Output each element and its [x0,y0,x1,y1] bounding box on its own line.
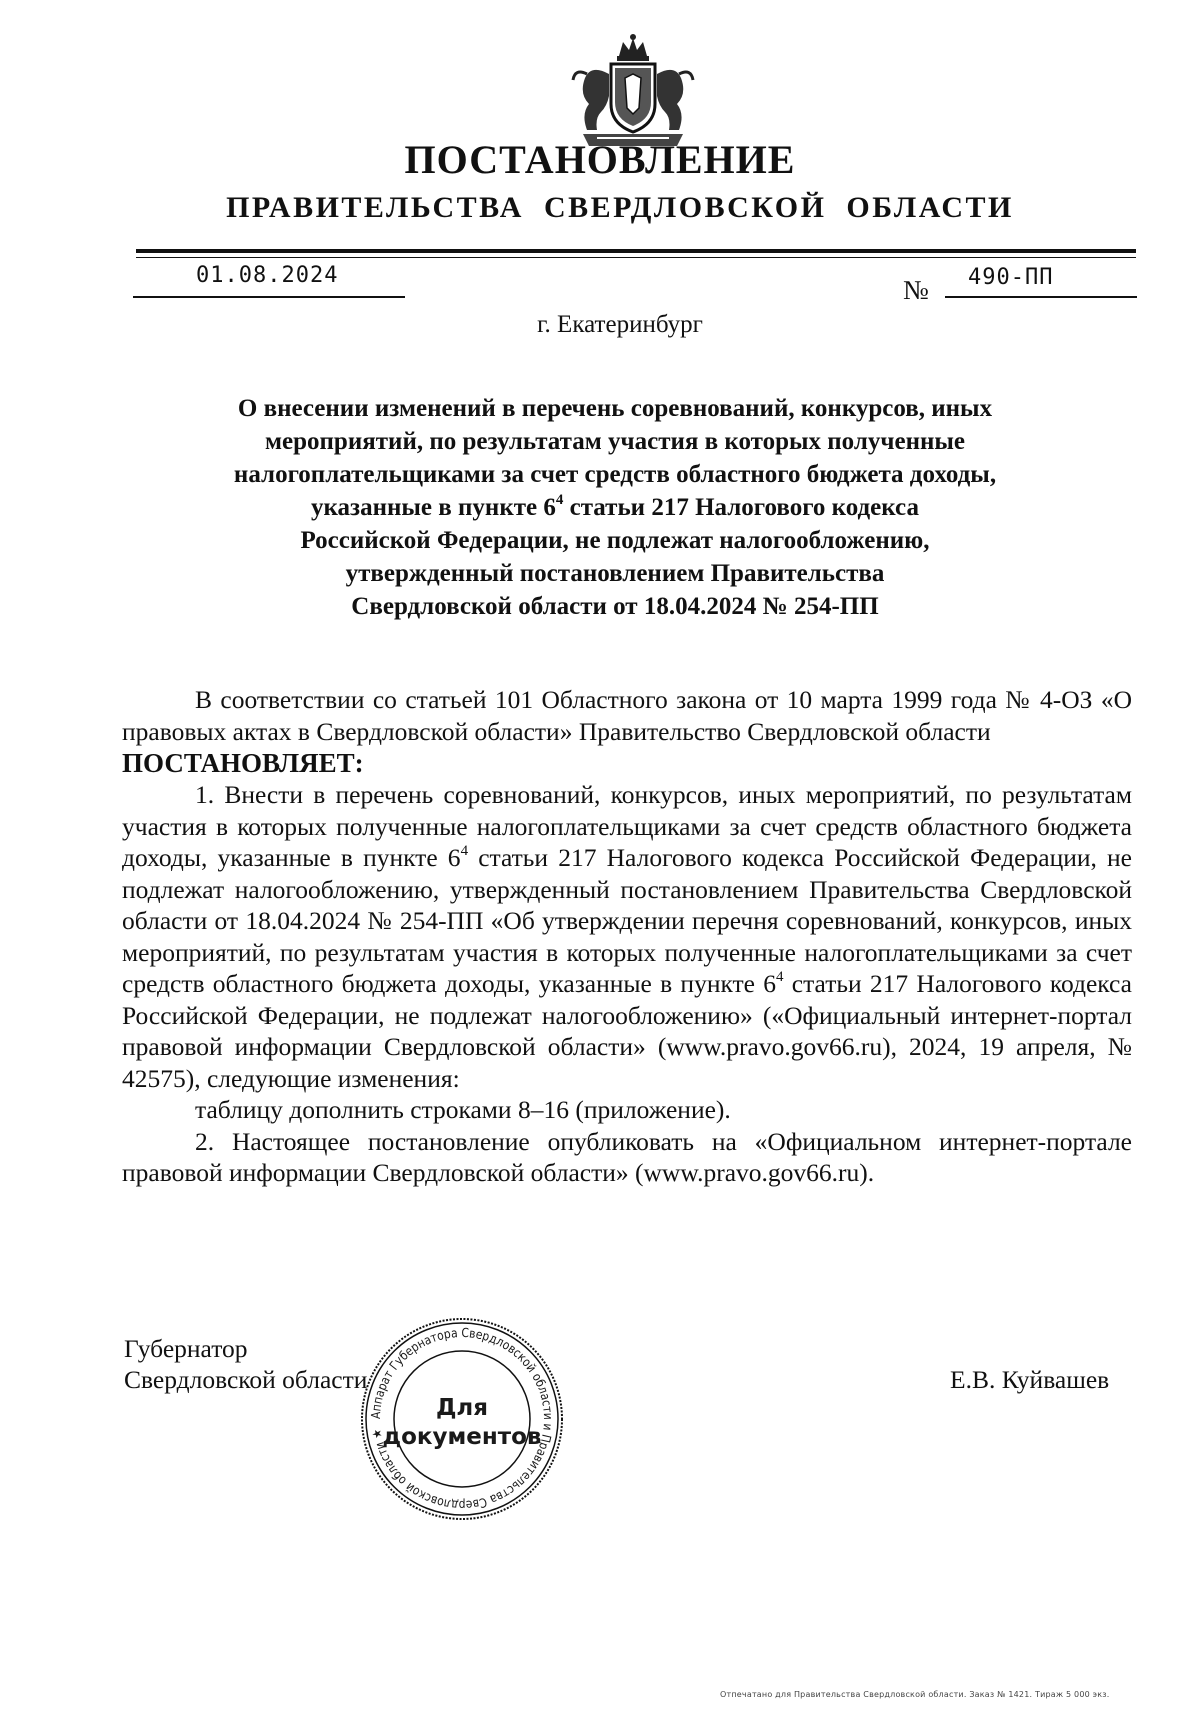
issuer-title: ПРАВИТЕЛЬСТВА СВЕРДЛОВСКОЙ ОБЛАСТИ [226,191,1014,224]
document-type-title: ПОСТАНОВЛЕНИЕ [404,137,796,182]
header-rule-thin [136,257,1136,258]
subject-line: Свердловской области от 18.04.2024 № 254-ПП [351,593,879,620]
number-underline [945,296,1137,298]
header-rule-thick [136,249,1136,253]
subject-line: Российской Федерации, не подлежат налогообложению, [300,527,930,554]
stamp-center-text: документов [382,1424,542,1450]
item-text: статьи 217 Налогового кодекса Российской Федерации, не подлежат налогообложению, утвержденный постановлением Правительства Свердловской области от 18.04.2024 № 254-ПП «Об утверждении перечня соревнований, конкурсов, иных мероприятий, по результатам участия в которых полученные налогоплательщиками за счет средств областного бюджета доходы, указанные в пункте 6 [122,843,1133,998]
superscript: 4 [776,968,784,985]
position-line: Свердловской области [124,1365,368,1394]
subject-line: мероприятий, по результатам участия в которых полученные [265,428,965,455]
document-body [122,684,1132,1189]
superscript: 4 [460,842,469,859]
subject-text: статьи 217 Налогового кодекса [563,494,919,521]
document-subject-title [150,392,1080,623]
stamp-center-text: Для [435,1395,489,1421]
item-1-paragraph [122,779,1132,1094]
preamble-paragraph: В соответствии со статьей 101 Областного закона от 10 марта 1999 года № 4-ОЗ «О правовых актах в Свердловской области» Правительство Свердловской области [122,685,1132,746]
stamp-ring-text: Аппарат Губернатора Свердловской области и Правительства Свердловской области ★ [367,1324,557,1514]
subject-line: О внесении изменений в перечень соревнований, конкурсов, иных [237,395,993,422]
signatory-position [124,1333,367,1395]
item-2-paragraph: 2. Настоящее постановление опубликовать на «Официальном интернет-портале правовой информации Свердловской области» (www.pravo.gov66.ru). [122,1126,1132,1187]
subject-line: налогоплательщиками за счет средств областного бюджета доходы, [233,461,997,488]
subject-text: указанные в пункте 6 [311,494,556,521]
document-number: 490-ПП [968,265,1054,290]
superscript: 4 [555,491,564,508]
city: г. Екатеринбург [537,311,703,338]
subject-line: утвержденный постановлением Правительства [345,560,885,587]
subject-line [150,491,1080,524]
item-text: 1. Внести в перечень соревнований, конкурсов, иных мероприятий, по результатам участия в которых полученные налогоплательщиками за счет средств областного бюджета доходы, указанные в пункте 6 [122,780,1132,872]
item-1-table-paragraph: таблицу дополнить строками 8–16 (приложение). [195,1095,731,1124]
print-footer: Отпечатано для Правительства Свердловской области. Заказ № 1421. Тираж 5 000 экз. [720,1690,1110,1699]
position-line: Губернатор [124,1334,248,1363]
item-text: статьи 217 Налогового кодекса Российской Федерации, не подлежат налогообложению» («Официальный интернет-портал правовой информации Свердловской области» (www.pravo.gov66.ru), 2024, 19 апреля, № 42575), следующие изменения: [122,969,1132,1093]
coat-of-arms-emblem [567,34,699,150]
date-underline [133,296,405,298]
number-sign: № [903,275,929,305]
signatory-name: Е.В. Куйвашев [950,1365,1110,1394]
document-date: 01.08.2024 [196,263,339,288]
resolves-heading: ПОСТАНОВЛЯЕТ: [122,748,364,778]
